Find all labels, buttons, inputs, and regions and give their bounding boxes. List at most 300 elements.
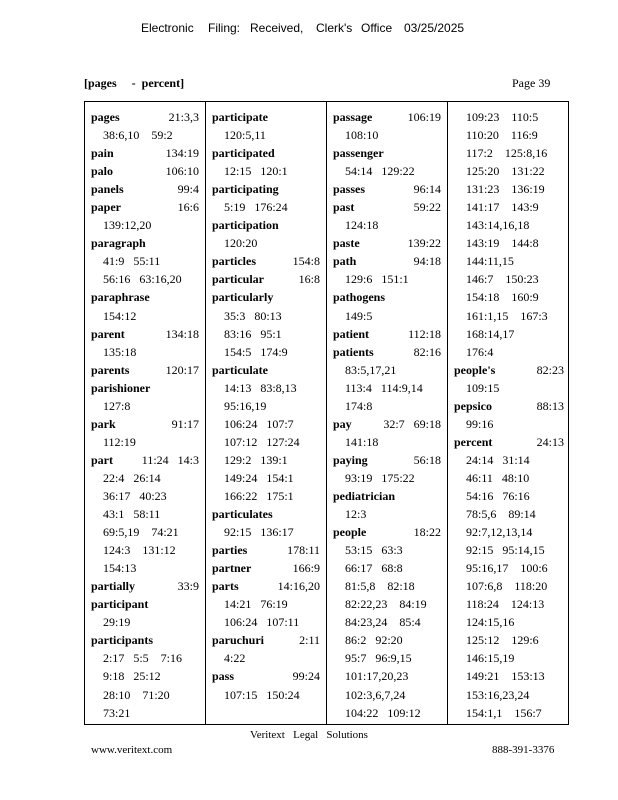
- index-reference: 109:23 110:5: [466, 110, 539, 124]
- index-term: paper: [91, 200, 121, 215]
- index-line: [91, 108, 201, 126]
- index-line: [454, 505, 566, 523]
- index-term: particulates: [212, 507, 273, 522]
- index-line: [333, 270, 443, 288]
- header-clerks: Clerk's: [316, 21, 353, 35]
- index-line: [91, 415, 201, 433]
- index-reference: 82:23: [536, 362, 564, 377]
- index-line: [454, 288, 566, 306]
- index-line: [91, 180, 201, 198]
- index-line: [91, 577, 201, 595]
- header-office: Office: [361, 21, 393, 35]
- index-line: [454, 433, 566, 451]
- index-line: [91, 144, 201, 162]
- index-line: [454, 108, 566, 126]
- index-line: [333, 649, 443, 667]
- index-line: [454, 270, 566, 288]
- index-column-4: [454, 108, 566, 722]
- index-line: [454, 325, 566, 343]
- index-line: [454, 704, 566, 722]
- index-line: [212, 577, 322, 595]
- index-reference: 125:20 131:22: [466, 164, 545, 179]
- index-term: paying: [333, 452, 368, 467]
- index-line: [212, 361, 322, 379]
- index-line: [454, 307, 566, 325]
- index-reference: 112:18: [408, 326, 441, 341]
- index-line: [333, 108, 443, 126]
- index-reference: 176:4: [466, 344, 494, 359]
- index-term: past: [333, 200, 355, 215]
- index-term: pathogens: [333, 290, 386, 305]
- index-line: [91, 270, 201, 288]
- index-reference: 174:8: [345, 398, 373, 413]
- index-reference: 113:4 114:9,14: [345, 380, 423, 395]
- index-reference: 102:3,6,7,24: [345, 687, 406, 702]
- index-line: [212, 433, 322, 451]
- index-reference: 82:22,23 84:19: [345, 597, 427, 612]
- index-reference: 149:5: [345, 308, 373, 323]
- index-line: [212, 270, 322, 288]
- index-line: [333, 307, 443, 325]
- index-term: pain: [91, 146, 114, 161]
- index-reference: 18:22: [413, 525, 441, 540]
- index-line: [91, 433, 201, 451]
- index-line: [212, 667, 322, 685]
- index-line: [212, 613, 322, 631]
- footer-website: www.veritext.com: [91, 744, 173, 756]
- index-reference: 96:14: [413, 182, 441, 197]
- index-line: [91, 541, 201, 559]
- index-reference: 120:5,11: [224, 128, 266, 143]
- index-reference: 41:9 55:11: [103, 254, 161, 269]
- index-reference: 91:17: [171, 416, 199, 431]
- index-reference: 166:9: [292, 561, 320, 576]
- index-reference: 106:10: [165, 164, 199, 179]
- index-line: [212, 631, 322, 649]
- index-line: [333, 559, 443, 577]
- index-line: [454, 595, 566, 613]
- index-line: [333, 288, 443, 306]
- index-line: [91, 361, 201, 379]
- index-line: [333, 162, 443, 180]
- index-term: particles: [212, 254, 256, 269]
- index-line: [212, 505, 322, 523]
- header-filing: Filing:: [208, 21, 241, 35]
- index-reference: 168:14,17: [466, 326, 515, 341]
- index-reference: 143:14,16,18: [466, 218, 530, 233]
- index-line: [333, 144, 443, 162]
- index-term: passage: [333, 110, 373, 124]
- index-line: [212, 379, 322, 397]
- index-line: [454, 379, 566, 397]
- index-reference: 5:19 176:24: [224, 200, 288, 215]
- index-term: path: [333, 254, 357, 269]
- index-reference: 149:21 153:13: [466, 669, 545, 684]
- index-reference: 109:15: [466, 380, 500, 395]
- index-term: pay: [333, 416, 352, 431]
- footer-company: Veritext Legal Solutions: [250, 729, 368, 741]
- index-reference: 22:4 26:14: [103, 470, 161, 485]
- index-line: [212, 216, 322, 234]
- index-reference: 35:3 80:13: [224, 308, 282, 323]
- index-reference: 4:22: [224, 651, 246, 666]
- index-reference: 84:23,24 85:4: [345, 615, 421, 630]
- index-line: [333, 631, 443, 649]
- word-index-table: [84, 101, 569, 725]
- index-line: [333, 613, 443, 631]
- index-reference: 144:11,15: [466, 254, 514, 269]
- index-term: parties: [212, 543, 248, 558]
- index-reference: 124:15,16: [466, 615, 515, 630]
- index-reference: 38:6,10 59:2: [103, 128, 173, 143]
- index-line: [212, 288, 322, 306]
- index-reference: 149:24 154:1: [224, 470, 294, 485]
- index-line: [212, 487, 322, 505]
- index-reference: 124:3 131:12: [103, 543, 176, 558]
- index-reference: 95:16,19: [224, 398, 267, 413]
- index-reference: 154:13: [103, 561, 137, 576]
- index-line: [454, 523, 566, 541]
- index-line: [91, 469, 201, 487]
- index-reference: 95:16,17 100:6: [466, 561, 548, 576]
- index-reference: 117:2 125:8,16: [466, 146, 548, 161]
- index-reference: 146:7 150:23: [466, 272, 539, 287]
- index-reference: 14:16,20: [277, 579, 320, 594]
- index-line: [454, 415, 566, 433]
- column-divider: [205, 102, 206, 724]
- index-line: [212, 595, 322, 613]
- index-line: [333, 252, 443, 270]
- index-line: [212, 126, 322, 144]
- index-reference: 134:18: [165, 326, 199, 341]
- index-term: participated: [212, 146, 275, 161]
- index-line: [91, 649, 201, 667]
- index-term: palo: [91, 164, 114, 179]
- index-reference: 21:3,3: [168, 110, 199, 124]
- column-divider: [447, 102, 448, 724]
- index-line: [91, 559, 201, 577]
- index-reference: 101:17,20,23: [345, 669, 409, 684]
- page-number: Page 39: [512, 76, 551, 90]
- index-reference: 95:7 96:9,15: [345, 651, 412, 666]
- index-line: [212, 307, 322, 325]
- index-reference: 12:3: [345, 507, 367, 522]
- index-reference: 161:1,15 167:3: [466, 308, 548, 323]
- index-line: [333, 433, 443, 451]
- index-reference: 9:18 25:12: [103, 669, 161, 684]
- index-line: [454, 577, 566, 595]
- index-reference: 69:5,19 74:21: [103, 525, 179, 540]
- index-term: pepsico: [454, 398, 493, 413]
- index-line: [454, 343, 566, 361]
- index-reference: 54:16 76:16: [466, 488, 530, 503]
- index-term: paraphrase: [91, 290, 150, 305]
- index-line: [333, 523, 443, 541]
- index-reference: 28:10 71:20: [103, 687, 170, 702]
- index-line: [454, 234, 566, 252]
- index-reference: 43:1 58:11: [103, 507, 161, 522]
- index-line: [333, 216, 443, 234]
- index-column-1: [91, 108, 201, 722]
- index-line: [333, 198, 443, 216]
- index-line: [333, 577, 443, 595]
- index-line: [333, 595, 443, 613]
- index-reference: 36:17 40:23: [103, 488, 167, 503]
- index-reference: 106:24 107:11: [224, 615, 300, 630]
- index-reference: 139:12,20: [103, 218, 152, 233]
- index-line: [212, 144, 322, 162]
- index-term: parent: [91, 326, 125, 341]
- index-line: [91, 126, 201, 144]
- index-line: [454, 162, 566, 180]
- index-reference: 127:8: [103, 398, 131, 413]
- index-reference: 2:11: [299, 633, 320, 648]
- index-range-label: [pages - percent]: [84, 76, 185, 90]
- index-line: [91, 162, 201, 180]
- index-line: [454, 631, 566, 649]
- index-line: [454, 252, 566, 270]
- index-term: patients: [333, 344, 374, 359]
- index-reference: 33:9: [177, 579, 199, 594]
- index-reference: 24:13: [536, 434, 564, 449]
- index-term: patient: [333, 326, 369, 341]
- index-reference: 99:4: [177, 182, 199, 197]
- index-line: [454, 541, 566, 559]
- index-line: [91, 325, 201, 343]
- index-reference: 107:15 150:24: [224, 687, 300, 702]
- index-line: [212, 415, 322, 433]
- index-reference: 99:16: [466, 416, 494, 431]
- index-term: paste: [333, 236, 360, 251]
- index-reference: 104:22 109:12: [345, 705, 421, 720]
- index-line: [91, 523, 201, 541]
- header-date: 03/25/2025: [404, 21, 465, 35]
- index-term: particularly: [212, 290, 274, 305]
- index-line: [212, 469, 322, 487]
- index-line: [91, 343, 201, 361]
- index-line: [333, 505, 443, 523]
- index-term: pediatrician: [333, 488, 395, 503]
- index-reference: 92:7,12,13,14: [466, 525, 533, 540]
- index-line: [454, 613, 566, 631]
- header-received: Received,: [250, 21, 304, 35]
- index-reference: 107:12 127:24: [224, 434, 300, 449]
- index-line: [454, 451, 566, 469]
- index-term: paragraph: [91, 236, 146, 251]
- index-line: [212, 686, 322, 704]
- index-term: partner: [212, 561, 252, 576]
- index-line: [454, 126, 566, 144]
- index-reference: 154:5 174:9: [224, 344, 288, 359]
- index-term: percent: [454, 434, 493, 449]
- index-line: [333, 415, 443, 433]
- index-reference: 154:1,1 156:7: [466, 705, 542, 720]
- index-line: [91, 686, 201, 704]
- index-reference: 88:13: [536, 398, 564, 413]
- index-line: [333, 469, 443, 487]
- index-reference: 129:2 139:1: [224, 452, 288, 467]
- index-reference: 143:19 144:8: [466, 236, 539, 251]
- index-term: passes: [333, 182, 366, 197]
- index-line: [212, 343, 322, 361]
- index-line: [91, 288, 201, 306]
- index-line: [333, 325, 443, 343]
- index-reference: 106:24 107:7: [224, 416, 294, 431]
- index-line: [454, 144, 566, 162]
- index-reference: 154:18 160:9: [466, 290, 539, 305]
- index-line: [454, 559, 566, 577]
- index-line: [333, 343, 443, 361]
- index-line: [333, 686, 443, 704]
- index-line: [212, 162, 322, 180]
- index-reference: 166:22 175:1: [224, 488, 294, 503]
- index-reference: 83:5,17,21: [345, 362, 397, 377]
- index-term: people's: [454, 362, 496, 377]
- index-reference: 14:13 83:8,13: [224, 380, 297, 395]
- index-line: [91, 252, 201, 270]
- index-reference: 54:14 129:22: [345, 164, 415, 179]
- index-line: [454, 686, 566, 704]
- index-reference: 78:5,6 89:14: [466, 507, 536, 522]
- index-reference: 154:12: [103, 308, 137, 323]
- index-line: [212, 541, 322, 559]
- index-line: [212, 325, 322, 343]
- index-line: [454, 667, 566, 685]
- index-term: participate: [212, 110, 268, 124]
- index-line: [454, 198, 566, 216]
- index-line: [91, 487, 201, 505]
- index-reference: 56:16 63:16,20: [103, 272, 182, 287]
- index-reference: 2:17 5:5 7:16: [103, 651, 183, 666]
- index-line: [333, 126, 443, 144]
- index-line: [212, 198, 322, 216]
- footer-phone: 888-391-3376: [492, 744, 555, 756]
- index-term: particular: [212, 272, 264, 287]
- column-divider: [326, 102, 327, 724]
- index-column-2: [212, 108, 322, 704]
- index-reference: 120:17: [165, 362, 199, 377]
- index-reference: 108:10: [345, 128, 379, 143]
- index-term: participant: [91, 597, 149, 612]
- index-term: participants: [91, 633, 154, 648]
- index-line: [91, 667, 201, 685]
- index-line: [212, 451, 322, 469]
- index-reference: 92:15 136:17: [224, 525, 294, 540]
- index-line: [454, 487, 566, 505]
- index-reference: 53:15 63:3: [345, 543, 403, 558]
- index-line: [454, 361, 566, 379]
- index-line: [91, 307, 201, 325]
- index-line: [333, 379, 443, 397]
- index-reference: 153:16,23,24: [466, 687, 530, 702]
- index-reference: 14:21 76:19: [224, 597, 288, 612]
- index-reference: 125:12 129:6: [466, 633, 539, 648]
- index-line: [333, 451, 443, 469]
- index-reference: 131:23 136:19: [466, 182, 545, 197]
- index-term: parishioner: [91, 380, 151, 395]
- index-line: [212, 234, 322, 252]
- index-reference: 107:6,8 118:20: [466, 579, 548, 594]
- index-line: [91, 613, 201, 631]
- index-term: park: [91, 416, 116, 431]
- index-reference: 106:19: [407, 110, 441, 124]
- index-reference: 12:15 120:1: [224, 164, 288, 179]
- index-line: [91, 631, 201, 649]
- index-line: [454, 397, 566, 415]
- index-reference: 66:17 68:8: [345, 561, 403, 576]
- index-line: [91, 397, 201, 415]
- index-reference: 112:19: [103, 434, 136, 449]
- index-reference: 29:19: [103, 615, 131, 630]
- index-reference: 46:11 48:10: [466, 470, 530, 485]
- index-reference: 93:19 175:22: [345, 470, 415, 485]
- index-reference: 110:20 116:9: [466, 128, 538, 143]
- index-reference: 32:7 69:18: [383, 416, 441, 431]
- index-reference: 59:22: [413, 200, 441, 215]
- index-term: particulate: [212, 362, 268, 377]
- index-line: [333, 234, 443, 252]
- index-term: panels: [91, 182, 124, 197]
- index-term: pass: [212, 669, 235, 684]
- index-reference: 11:24 14:3: [141, 452, 199, 467]
- index-line: [454, 216, 566, 234]
- index-reference: 92:15 95:14,15: [466, 543, 545, 558]
- index-reference: 129:6 151:1: [345, 272, 409, 287]
- index-reference: 16:6: [177, 200, 199, 215]
- index-line: [454, 180, 566, 198]
- index-column-3: [333, 108, 443, 722]
- index-line: [212, 180, 322, 198]
- index-line: [212, 559, 322, 577]
- index-line: [333, 667, 443, 685]
- index-reference: 16:8: [298, 272, 320, 287]
- header-electronic: Electronic: [141, 21, 194, 35]
- index-line: [91, 704, 201, 722]
- index-line: [454, 649, 566, 667]
- index-reference: 73:21: [103, 705, 131, 720]
- index-reference: 154:8: [292, 254, 320, 269]
- index-reference: 124:18: [345, 218, 379, 233]
- index-term: part: [91, 452, 113, 467]
- index-line: [333, 361, 443, 379]
- index-line: [212, 523, 322, 541]
- index-line: [212, 649, 322, 667]
- index-reference: 146:15,19: [466, 651, 515, 666]
- index-term: partially: [91, 579, 135, 594]
- index-line: [333, 541, 443, 559]
- index-reference: 134:19: [165, 146, 199, 161]
- index-reference: 81:5,8 82:18: [345, 579, 415, 594]
- index-reference: 139:22: [407, 236, 441, 251]
- index-line: [212, 108, 322, 126]
- index-term: pages: [91, 110, 120, 124]
- index-reference: 83:16 95:1: [224, 326, 282, 341]
- index-reference: 86:2 92:20: [345, 633, 403, 648]
- index-term: parts: [212, 579, 239, 594]
- index-reference: 118:24 124:13: [466, 597, 545, 612]
- index-reference: 82:16: [413, 344, 441, 359]
- index-line: [212, 252, 322, 270]
- index-reference: 56:18: [413, 452, 441, 467]
- index-reference: 24:14 31:14: [466, 452, 530, 467]
- index-line: [91, 595, 201, 613]
- index-reference: 99:24: [292, 669, 320, 684]
- index-reference: 141:17 143:9: [466, 200, 539, 215]
- index-term: participation: [212, 218, 279, 233]
- index-reference: 178:11: [287, 543, 320, 558]
- index-line: [212, 397, 322, 415]
- index-term: passenger: [333, 146, 384, 161]
